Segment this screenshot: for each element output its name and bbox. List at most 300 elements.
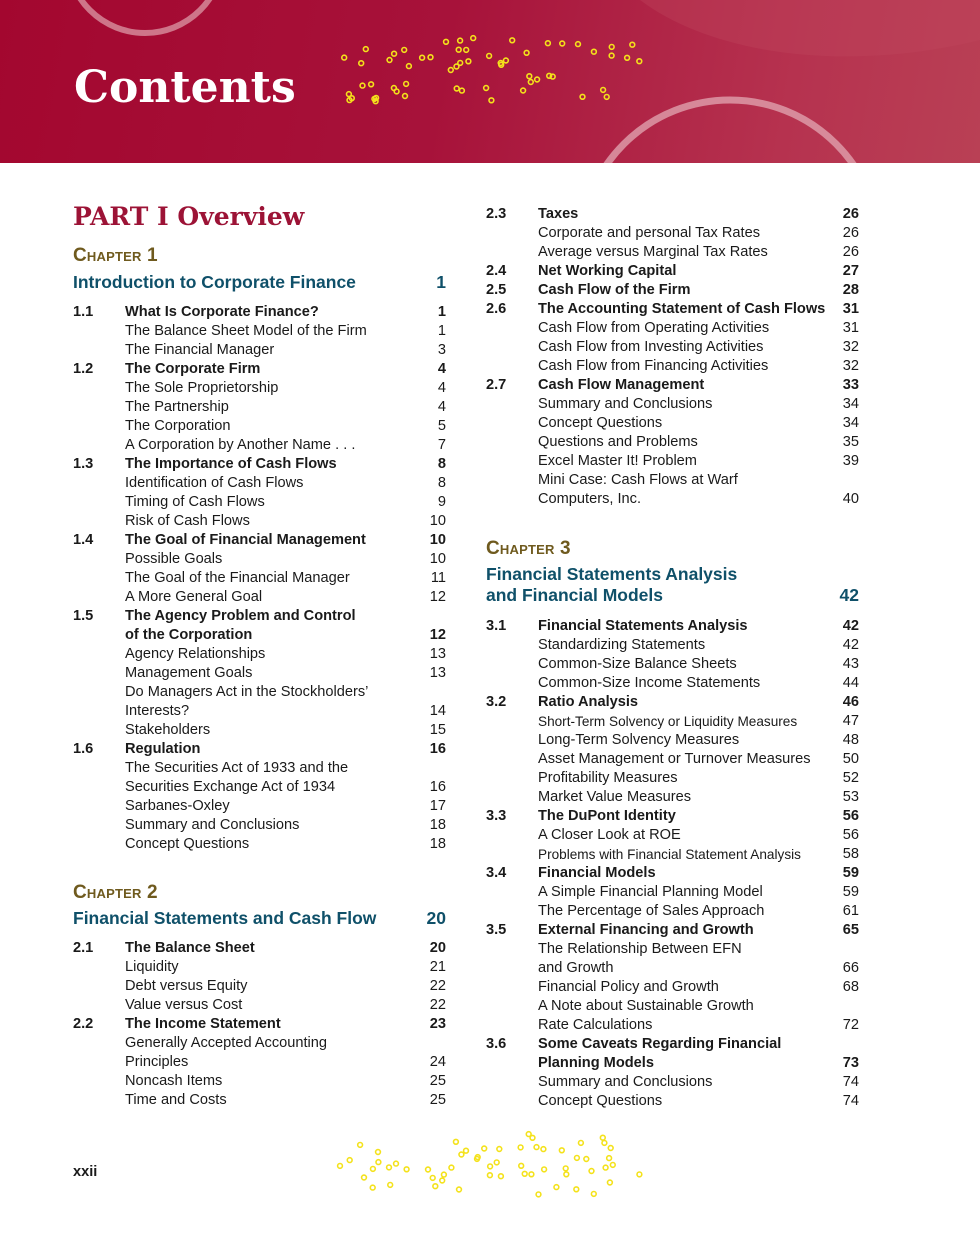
toc-entry[interactable]	[73, 939, 446, 958]
toc-entry[interactable]	[73, 569, 446, 588]
toc-entry[interactable]	[486, 357, 859, 376]
toc-entry-page: 56	[842, 808, 859, 824]
confetti-dot	[457, 1187, 462, 1192]
toc-entry-title: Concept Questions	[538, 1093, 663, 1109]
toc-entry[interactable]	[73, 1015, 446, 1034]
confetti-dot	[376, 1150, 381, 1155]
chapter-2-page: 20	[426, 908, 446, 928]
toc-entry-title: Interests?	[125, 703, 190, 719]
confetti-dot	[471, 36, 476, 41]
confetti-dot	[600, 1135, 605, 1140]
confetti-dot	[564, 1172, 569, 1177]
toc-entry[interactable]	[486, 997, 859, 1016]
chapter-3-title-line-1: Financial Statements Analysis	[486, 564, 738, 584]
toc-entry-title: Market Value Measures	[538, 789, 692, 805]
toc-entry[interactable]	[73, 417, 446, 436]
toc-entry-title: Common-Size Income Statements	[538, 675, 761, 691]
toc-entry[interactable]	[486, 807, 859, 826]
toc-entry-title: Debt versus Equity	[125, 978, 248, 994]
toc-entry-number: 3.6	[486, 1036, 507, 1052]
toc-entry-page: 5	[437, 418, 446, 434]
toc-entry-title: Questions and Problems	[538, 434, 698, 450]
toc-entry[interactable]	[73, 816, 446, 835]
toc-entry-page: 16	[429, 741, 446, 757]
toc-entry-title: Cash Flow from Investing Activities	[538, 339, 764, 355]
confetti-dot	[601, 88, 606, 93]
toc-entry-title: Summary and Conclusions	[125, 817, 300, 833]
toc-entry-page: 25	[429, 1073, 446, 1089]
confetti-dot	[499, 1174, 504, 1179]
toc-entry-page: 11	[430, 570, 446, 586]
toc-entry-number: 1.5	[73, 608, 94, 624]
confetti-dot	[510, 38, 515, 43]
toc-entry[interactable]	[486, 262, 859, 281]
toc-entry-title: Sarbanes-Oxley	[125, 798, 230, 814]
toc-entry-title: The Agency Problem and Control	[125, 608, 356, 624]
chapter-2-title[interactable]	[73, 908, 446, 929]
toc-entry[interactable]	[73, 1072, 446, 1091]
toc-entry-title: What Is Corporate Finance?	[125, 304, 319, 320]
toc-entry-number: 1.2	[73, 361, 94, 377]
toc-entry[interactable]	[486, 376, 859, 395]
toc-entry-page: 31	[842, 320, 859, 336]
chapter-2-label: Chapter 2	[73, 882, 158, 903]
toc-entry[interactable]	[486, 693, 859, 712]
toc-entry-page: 8	[437, 456, 446, 472]
toc-entry-number: 3.5	[486, 922, 507, 938]
toc-entry-page: 59	[842, 865, 859, 881]
confetti-dot	[428, 55, 433, 60]
confetti-dot	[442, 1172, 447, 1177]
confetti-dot	[575, 1156, 580, 1161]
confetti-dot	[609, 45, 614, 50]
toc-entry-page: 13	[429, 665, 446, 681]
toc-entry-page: 25	[429, 1092, 446, 1108]
toc-entry[interactable]	[73, 996, 446, 1015]
confetti-dot	[494, 1160, 499, 1165]
toc-entry[interactable]	[73, 759, 446, 778]
toc-entry[interactable]	[486, 902, 859, 921]
toc-entry-title: A Note about Sustainable Growth	[538, 998, 754, 1014]
confetti-dot	[518, 1145, 523, 1150]
toc-entry-title: Regulation	[125, 741, 201, 757]
toc-entry-page: 14	[429, 703, 446, 719]
toc-entry-page: 18	[429, 836, 446, 852]
confetti-dot	[394, 1161, 399, 1166]
toc-entry[interactable]	[73, 958, 446, 977]
toc-entry-page: 10	[429, 513, 446, 529]
toc-entry[interactable]	[73, 531, 446, 550]
toc-entry-page: 74	[842, 1093, 859, 1109]
toc-entry-title: The Income Statement	[125, 1016, 281, 1032]
confetti-dot	[563, 1166, 568, 1171]
toc-entry-title: Financial Statements Analysis	[538, 618, 748, 634]
toc-entry[interactable]	[73, 493, 446, 512]
toc-entry-title: The Balance Sheet	[125, 940, 255, 956]
confetti-dot	[603, 1165, 608, 1170]
toc-entry[interactable]	[73, 360, 446, 379]
toc-entry-title: Principles	[125, 1054, 189, 1070]
toc-entry-page: 20	[429, 940, 446, 956]
toc-entry[interactable]	[486, 769, 859, 788]
confetti-dot	[460, 88, 465, 93]
toc-entry[interactable]	[486, 1016, 859, 1035]
confetti-dot	[392, 86, 397, 91]
toc-entry[interactable]	[73, 379, 446, 398]
toc-entry-page: 22	[429, 978, 446, 994]
confetti-dot	[464, 1148, 469, 1153]
toc-entry-page: 4	[437, 361, 446, 377]
toc-entry-page: 28	[842, 282, 859, 298]
toc-entry-title: Planning Models	[538, 1055, 654, 1071]
confetti-dot	[542, 1167, 547, 1172]
confetti-dot	[449, 1165, 454, 1170]
confetti-dot	[554, 1185, 559, 1190]
toc-entry-title: Do Managers Act in the Stockholders’	[125, 684, 369, 700]
toc-entry[interactable]	[73, 436, 446, 455]
toc-entry-page: 26	[842, 225, 859, 241]
toc-entry[interactable]	[486, 490, 859, 509]
confetti-dot	[370, 1185, 375, 1190]
toc-entry[interactable]	[486, 205, 859, 224]
toc-entry-page: 52	[842, 770, 859, 786]
chapter-3-title-line-2: and Financial Models	[486, 585, 663, 605]
toc-entry[interactable]	[486, 338, 859, 357]
toc-entry-title: Profitability Measures	[538, 770, 678, 786]
toc-entry[interactable]	[486, 750, 859, 769]
toc-entry-title: External Financing and Growth	[538, 922, 754, 938]
confetti-dot	[576, 42, 581, 47]
confetti-dot	[484, 86, 489, 91]
toc-entry[interactable]	[486, 940, 859, 959]
confetti-dot	[637, 1172, 642, 1177]
toc-entry[interactable]	[486, 826, 859, 845]
toc-entry[interactable]	[486, 617, 859, 636]
toc-entry[interactable]	[73, 797, 446, 816]
toc-entry[interactable]	[73, 1091, 446, 1110]
confetti-dot	[607, 1156, 612, 1161]
toc-entry[interactable]	[486, 300, 859, 319]
toc-entry-title: The Goal of the Financial Manager	[125, 570, 350, 586]
confetti-dot	[610, 1163, 615, 1168]
toc-entry[interactable]	[486, 414, 859, 433]
toc-entry[interactable]	[73, 474, 446, 493]
toc-entry-title: Cash Flow from Operating Activities	[538, 320, 770, 336]
confetti-dot	[604, 95, 609, 100]
confetti-dot	[440, 1178, 445, 1183]
toc-entry-title: The Accounting Statement of Cash Flows	[538, 301, 826, 317]
toc-entry-page: 34	[842, 396, 859, 412]
confetti-dot	[482, 1146, 487, 1151]
confetti-dot	[392, 51, 397, 56]
toc-entry-title: The DuPont Identity	[538, 808, 676, 824]
confetti-dot	[608, 1180, 613, 1185]
toc-entry[interactable]	[73, 683, 446, 702]
toc-entry-title: A Simple Financial Planning Model	[538, 884, 763, 900]
toc-entry-title: The Corporation	[125, 418, 231, 434]
toc-entry[interactable]	[73, 1034, 446, 1053]
toc-entry-title: Securities Exchange Act of 1934	[125, 779, 336, 795]
toc-entry-title: Taxes	[538, 206, 579, 222]
chapter-3-label: Chapter 3	[486, 538, 571, 559]
toc-entry-page: 66	[842, 960, 859, 976]
confetti-dot	[488, 1173, 493, 1178]
toc-entry-title: Common-Size Balance Sheets	[538, 656, 737, 672]
confetti-dot	[591, 1192, 596, 1197]
toc-entry-page: 35	[842, 434, 859, 450]
confetti-dot	[464, 48, 469, 53]
toc-entry-page: 12	[429, 627, 446, 643]
toc-entry[interactable]	[486, 674, 859, 693]
toc-entry-title: Mini Case: Cash Flows at Warf	[538, 472, 738, 488]
confetti-dot	[487, 54, 492, 59]
toc-entry[interactable]	[73, 398, 446, 417]
toc-entry-title: Summary and Conclusions	[538, 396, 713, 412]
toc-entry[interactable]	[486, 978, 859, 997]
toc-entry-number: 2.4	[486, 263, 507, 279]
confetti-dot	[360, 83, 365, 88]
confetti-dot	[528, 80, 533, 85]
toc-entry[interactable]	[486, 281, 859, 300]
toc-entry[interactable]	[486, 395, 859, 414]
toc-entry-page: 72	[842, 1017, 859, 1033]
confetti-dot	[488, 1164, 493, 1169]
toc-entry-page: 27	[842, 263, 859, 279]
toc-entry-page: 58	[842, 846, 859, 862]
toc-entry-page: 33	[842, 377, 859, 393]
confetti-dot	[625, 55, 630, 60]
confetti-dot	[363, 47, 368, 52]
toc-entry-page: 68	[842, 979, 859, 995]
toc-entry-title: Identification of Cash Flows	[125, 475, 304, 491]
toc-entry[interactable]	[486, 731, 859, 750]
toc-entry-number: 3.1	[486, 618, 507, 634]
toc-entry[interactable]	[73, 645, 446, 664]
toc-entry-page: 3	[437, 342, 446, 358]
chapter-1-title-text: Introduction to Corporate Finance	[73, 272, 356, 292]
toc-entry-page: 59	[842, 884, 859, 900]
toc-entry-page: 32	[842, 339, 859, 355]
toc-entry-number: 3.2	[486, 694, 507, 710]
toc-entry[interactable]	[486, 883, 859, 902]
toc-entry[interactable]	[486, 319, 859, 338]
confetti-dot	[504, 58, 509, 63]
toc-entry-title: The Relationship Between EFN	[538, 941, 742, 957]
confetti-dot	[608, 1146, 613, 1151]
toc-entry[interactable]	[73, 512, 446, 531]
confetti-dot	[534, 1145, 539, 1150]
toc-entry-title: Cash Flow Management	[538, 377, 705, 393]
confetti-dot	[630, 42, 635, 47]
confetti-dot	[388, 1183, 393, 1188]
page-number: xxii	[73, 1164, 98, 1180]
toc-entry-title: and Growth	[538, 960, 614, 976]
chapter-3-title[interactable]	[486, 564, 859, 606]
toc-entry-number: 2.5	[486, 282, 507, 298]
toc-entry[interactable]	[486, 864, 859, 883]
confetti-dot	[433, 1184, 438, 1189]
toc-entry[interactable]	[73, 835, 446, 854]
toc-entry-title: Long-Term Solvency Measures	[538, 732, 740, 748]
toc-entry-page: 10	[429, 532, 446, 548]
toc-entry-page: 34	[842, 415, 859, 431]
confetti-dot	[580, 94, 585, 99]
toc-entry[interactable]	[73, 721, 446, 740]
toc-entry-page: 44	[842, 675, 859, 691]
toc-entry-title: Financial Policy and Growth	[538, 979, 719, 995]
toc-entry-page: 21	[429, 959, 446, 975]
toc-entry-number: 1.4	[73, 532, 94, 548]
confetti-dot	[547, 73, 552, 78]
toc-entry-page: 24	[429, 1054, 446, 1070]
toc-entry-title: Value versus Cost	[125, 997, 243, 1013]
confetti-dot	[454, 1139, 459, 1144]
toc-entry-title: Financial Models	[538, 865, 656, 881]
toc-entry[interactable]	[486, 452, 859, 471]
toc-entry-title: Liquidity	[125, 959, 179, 975]
toc-entry-title: Concept Questions	[125, 836, 250, 852]
toc-entry-title: The Balance Sheet Model of the Firm	[125, 323, 367, 339]
confetti-dot	[376, 1160, 381, 1165]
toc-entry[interactable]	[73, 550, 446, 569]
toc-entry-page: 53	[842, 789, 859, 805]
confetti-dot	[602, 1141, 607, 1146]
toc-entry[interactable]	[486, 788, 859, 807]
toc-entry[interactable]	[486, 1092, 859, 1111]
toc-entry-title: The Importance of Cash Flows	[125, 456, 337, 472]
confetti-dot	[609, 53, 614, 58]
toc-entry-page: 13	[429, 646, 446, 662]
toc-entry-title: Rate Calculations	[538, 1017, 653, 1033]
toc-entry[interactable]	[486, 433, 859, 452]
toc-entry-page: 16	[429, 779, 446, 795]
chapter-1-page: 1	[436, 272, 446, 292]
toc-entry-title: A Closer Look at ROE	[538, 827, 681, 843]
toc-entry-page: 8	[437, 475, 446, 491]
toc-entry[interactable]	[73, 455, 446, 474]
toc-entry[interactable]	[486, 224, 859, 243]
chapter-1-title[interactable]	[73, 272, 446, 293]
toc-entry-title: Problems with Financial Statement Analysis	[538, 847, 801, 862]
toc-entry[interactable]	[486, 1054, 859, 1073]
toc-entry[interactable]	[73, 626, 446, 645]
confetti-dot	[519, 1163, 524, 1168]
toc-entry-title: Computers, Inc.	[538, 491, 642, 507]
confetti-dot	[559, 1148, 564, 1153]
toc-entry-title: Average versus Marginal Tax Rates	[538, 244, 768, 260]
toc-entry[interactable]	[73, 1053, 446, 1072]
toc-entry-page: 42	[842, 637, 859, 653]
toc-entry-number: 1.1	[73, 304, 94, 320]
toc-entry[interactable]	[486, 921, 859, 940]
toc-entry-page: 43	[842, 656, 859, 672]
toc-entry[interactable]	[73, 607, 446, 626]
toc-entry[interactable]	[486, 712, 859, 731]
toc-entry-page: 31	[842, 301, 859, 317]
toc-entry-title: The Partnership	[125, 399, 229, 415]
confetti-dot	[637, 59, 642, 64]
confetti-dot	[387, 58, 392, 63]
toc-entry-title: Agency Relationships	[125, 646, 266, 662]
toc-entry-page: 26	[842, 206, 859, 222]
footer-confetti-dots	[335, 1128, 645, 1200]
confetti-dot	[430, 1176, 435, 1181]
confetti-dot	[347, 1158, 352, 1163]
toc-entry-page: 26	[842, 244, 859, 260]
toc-entry[interactable]	[486, 636, 859, 655]
confetti-dot	[560, 41, 565, 46]
confetti-dot	[466, 59, 471, 64]
toc-entry[interactable]	[73, 322, 446, 341]
toc-entry[interactable]	[73, 588, 446, 607]
toc-entry[interactable]	[486, 1073, 859, 1092]
toc-entry-number: 2.3	[486, 206, 507, 222]
toc-entry-title: Risk of Cash Flows	[125, 513, 250, 529]
toc-entry-page: 18	[429, 817, 446, 833]
toc-entry-title: The Goal of Financial Management	[125, 532, 366, 548]
confetti-dot	[535, 77, 540, 82]
confetti-dot	[592, 49, 597, 54]
confetti-dot	[444, 39, 449, 44]
toc-entry[interactable]	[486, 845, 859, 864]
toc-entry[interactable]	[486, 1035, 859, 1054]
toc-entry-page: 17	[429, 798, 446, 814]
chapter-2-title-text: Financial Statements and Cash Flow	[73, 908, 377, 928]
toc-entry[interactable]	[73, 664, 446, 683]
toc-entry[interactable]	[73, 740, 446, 759]
confetti-dot	[403, 94, 408, 99]
toc-entry-title: Excel Master It! Problem	[538, 453, 697, 469]
toc-entry[interactable]	[73, 702, 446, 721]
toc-entry-page: 15	[429, 722, 446, 738]
toc-entry-title: Concept Questions	[538, 415, 663, 431]
toc-entry[interactable]	[486, 471, 859, 490]
toc-entry-title: Asset Management or Turnover Measures	[538, 751, 811, 767]
confetti-dot	[404, 1167, 409, 1172]
toc-entry-number: 3.3	[486, 808, 507, 824]
toc-entry[interactable]	[486, 243, 859, 262]
page-title: Contents	[74, 62, 296, 113]
confetti-dot	[459, 1152, 464, 1157]
toc-entry-page: 1	[437, 323, 446, 339]
toc-entry-title: Timing of Cash Flows	[125, 494, 265, 510]
toc-entry-number: 2.6	[486, 301, 507, 317]
toc-entry-page: 10	[429, 551, 446, 567]
confetti-dot	[458, 61, 463, 66]
toc-entry-page: 56	[842, 827, 859, 843]
toc-entry-title: Corporate and personal Tax Rates	[538, 225, 761, 241]
toc-entry-title: Time and Costs	[125, 1092, 227, 1108]
chapter-1-label: Chapter 1	[73, 245, 158, 266]
toc-entry[interactable]	[73, 977, 446, 996]
confetti-dot	[497, 1147, 502, 1152]
toc-entry[interactable]	[486, 655, 859, 674]
toc-entry-number: 1.3	[73, 456, 94, 472]
toc-entry-page: 74	[842, 1074, 859, 1090]
confetti-dot	[524, 50, 529, 55]
confetti-dot	[527, 74, 532, 79]
toc-entry-number: 1.6	[73, 741, 94, 757]
toc-entry-title: Cash Flow from Financing Activities	[538, 358, 769, 374]
confetti-dot	[404, 82, 409, 87]
confetti-dot	[489, 98, 494, 103]
toc-entry-title: The Percentage of Sales Approach	[538, 903, 765, 919]
toc-entry[interactable]	[73, 303, 446, 322]
toc-entry[interactable]	[73, 778, 446, 797]
toc-entry[interactable]	[486, 959, 859, 978]
header-banner	[0, 0, 980, 163]
toc-entry[interactable]	[73, 341, 446, 360]
